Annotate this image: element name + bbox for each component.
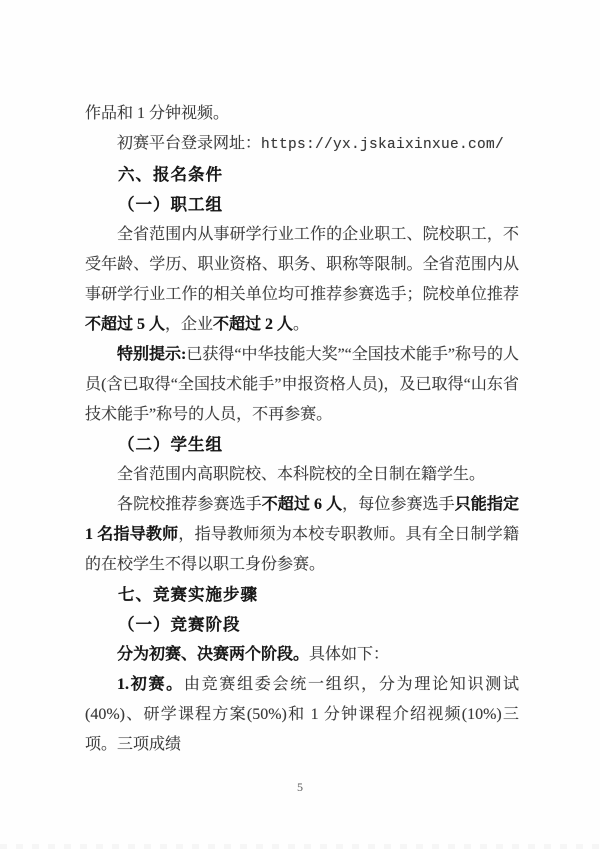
text-run: 只能指定 1 名指导教师 xyxy=(85,496,519,543)
text-run: 全省范围内从事研学行业工作的企业职工、院校职工，不受年龄、学历、职业资格、职务、职称等限制。全省范围内从事研学行业工作的相关单位均可推荐参赛选手；院校单位推荐 xyxy=(85,226,519,303)
text-run: 。 xyxy=(293,316,310,333)
text-run: ，企业 xyxy=(165,316,214,333)
section-heading xyxy=(85,160,519,190)
text-run: ，指导教师须为本校专职教师。具有全日制学籍的在校学生不得以职工身份参赛。 xyxy=(85,526,519,573)
document-body xyxy=(85,99,519,760)
paragraph xyxy=(85,670,519,760)
text-run: 全省范围内高职院校、本科院校的全日制在籍学生。 xyxy=(117,466,486,483)
text-run: （一）竞赛阶段 xyxy=(118,615,241,634)
text-run: ，每位参赛选手 xyxy=(342,496,455,513)
paragraph xyxy=(85,640,519,670)
text-run: 作品和 1 分钟视频。 xyxy=(85,105,230,122)
text-run: 分为初赛、决赛两个阶段。 xyxy=(117,646,310,663)
scan-artifact xyxy=(0,844,600,849)
paragraph xyxy=(85,340,519,430)
section-heading xyxy=(85,580,519,610)
paragraph xyxy=(85,129,519,160)
text-run: （一）职工组 xyxy=(118,195,223,214)
text-run: 六、报名条件 xyxy=(118,166,223,184)
page-number: 5 xyxy=(297,780,303,794)
text-run: 初赛平台登录网址： xyxy=(117,135,262,152)
section-heading xyxy=(85,430,519,460)
text-run: （二）学生组 xyxy=(118,435,223,454)
text-run: 由竞赛组委会统一组织，分为理论知识测试(40%)、研学课程方案(50%)和 1 分钟课程介绍视频(10%)三项。三项成绩 xyxy=(85,676,519,753)
text-run: 不超过 6 人 xyxy=(261,496,343,513)
paragraph xyxy=(85,220,519,340)
paragraph xyxy=(85,460,519,490)
section-heading xyxy=(85,610,519,640)
url-text: https://yx.jskaixinxue.com/ xyxy=(261,137,505,153)
paragraph xyxy=(85,99,519,129)
text-run: 具体如下： xyxy=(309,646,390,663)
text-run: 不超过 5 人 xyxy=(85,316,166,333)
text-run: 特别提示: xyxy=(117,346,187,363)
page-footer xyxy=(0,780,600,795)
text-run: 不超过 2 人 xyxy=(213,316,294,333)
text-run: 各院校推荐参赛选手 xyxy=(117,496,262,513)
section-heading xyxy=(85,190,519,220)
text-run: 已获得“中华技能大奖”“全国技术能手”称号的人员(含已取得“全国技术能手”申报资格人员)，及已取得“山东省技术能手”称号的人员，不再参赛。 xyxy=(85,346,519,423)
paragraph xyxy=(85,490,519,580)
text-run: 1.初赛。 xyxy=(117,676,184,693)
text-run: 七、竞赛实施步骤 xyxy=(118,586,258,604)
